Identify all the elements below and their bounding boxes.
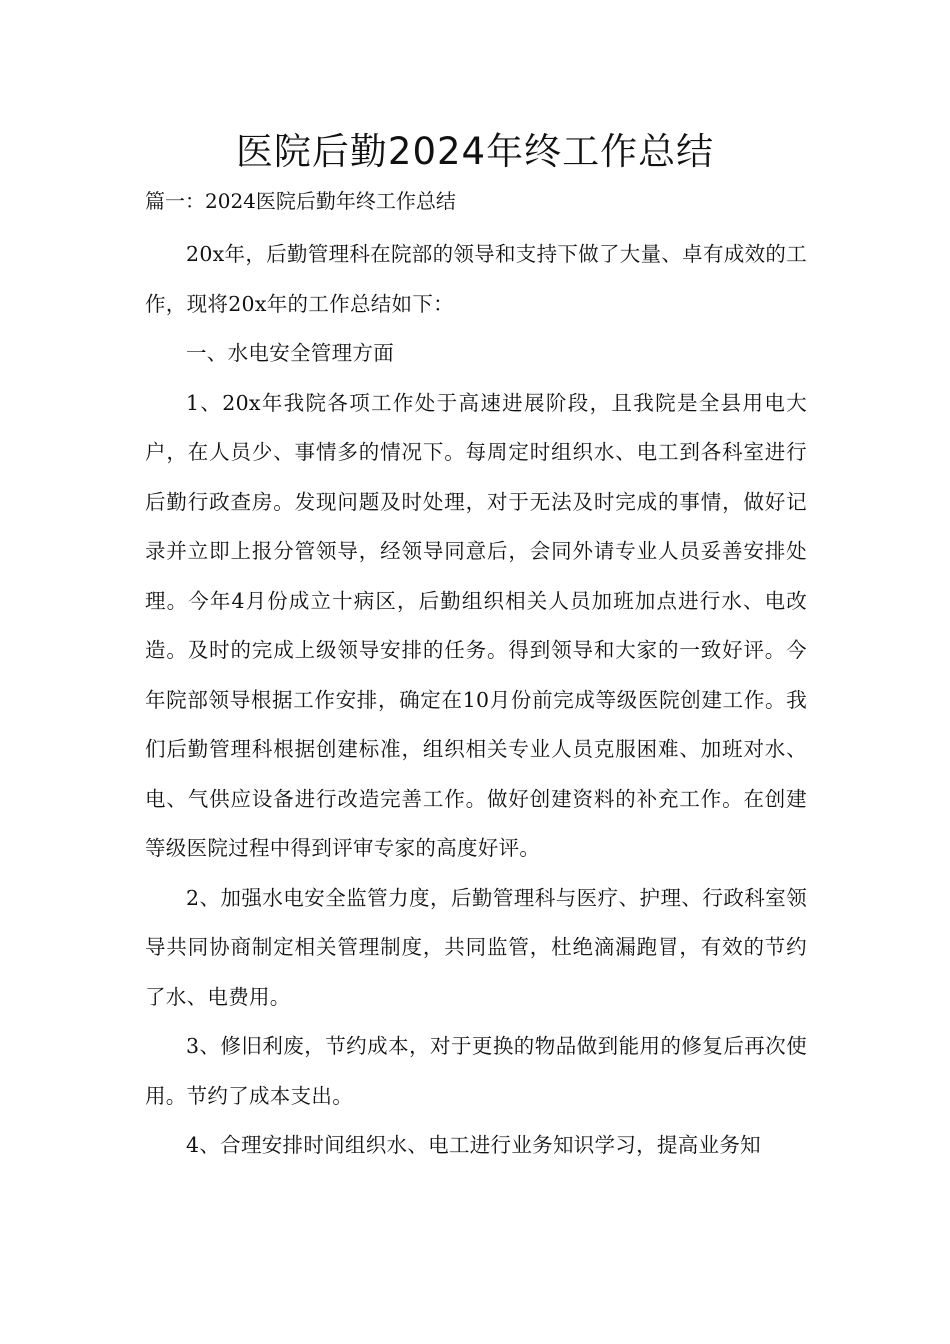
- paragraph-item-3: 3、修旧利废，节约成本，对于更换的物品做到能用的修复后再次使用。节约了成本支出。: [145, 1034, 807, 1108]
- document-title: 医院后勤2024年终工作总结: [235, 130, 715, 173]
- paragraph-item-1: 1、20x年我院各项工作处于高速进展阶段，且我院是全县用电大户，在人员少、事情多的情况下。每周定时组织水、电工到各科室进行后勤行政查房。发现问题及时处理，对于无法及时完成的事情，做好记录并立即上报分管领导，经领导同意后，会同外请专业人员妥善安排处理。今年4月份成立十病区，后勤组织相关人员加班加点进行水、电改造。及时的完成上级领导安排的任务。得到领导和大家的一致好评。今年院部领导根据工作安排，确定在10月份前完成等级医院创建工作。我们后勤管理科根据创建标准，组织相关专业人员克服困难、加班对水、电、气供应设备进行改造完善工作。做好创建资料的补充工作。在创建等级医院过程中得到评审专家的高度好评。: [145, 390, 807, 860]
- document-subtitle: 篇一：2024医院后勤年终工作总结: [145, 189, 456, 213]
- section-heading: 一、水电安全管理方面: [186, 341, 394, 365]
- paragraph-intro: 20x年，后勤管理科在院部的领导和支持下做了大量、卓有成效的工作，现将20x年的工作总结如下：: [145, 242, 807, 316]
- paragraph-item-2: 2、加强水电安全监管力度，后勤管理科与医疗、护理、行政科室领导共同协商制定相关管理制度，共同监管，杜绝滴漏跑冒，有效的节约了水、电费用。: [145, 885, 807, 1009]
- document-body: [145, 230, 807, 1171]
- paragraph-item-4: 4、合理安排时间组织水、电工进行业务知识学习，提高业务知: [186, 1133, 761, 1157]
